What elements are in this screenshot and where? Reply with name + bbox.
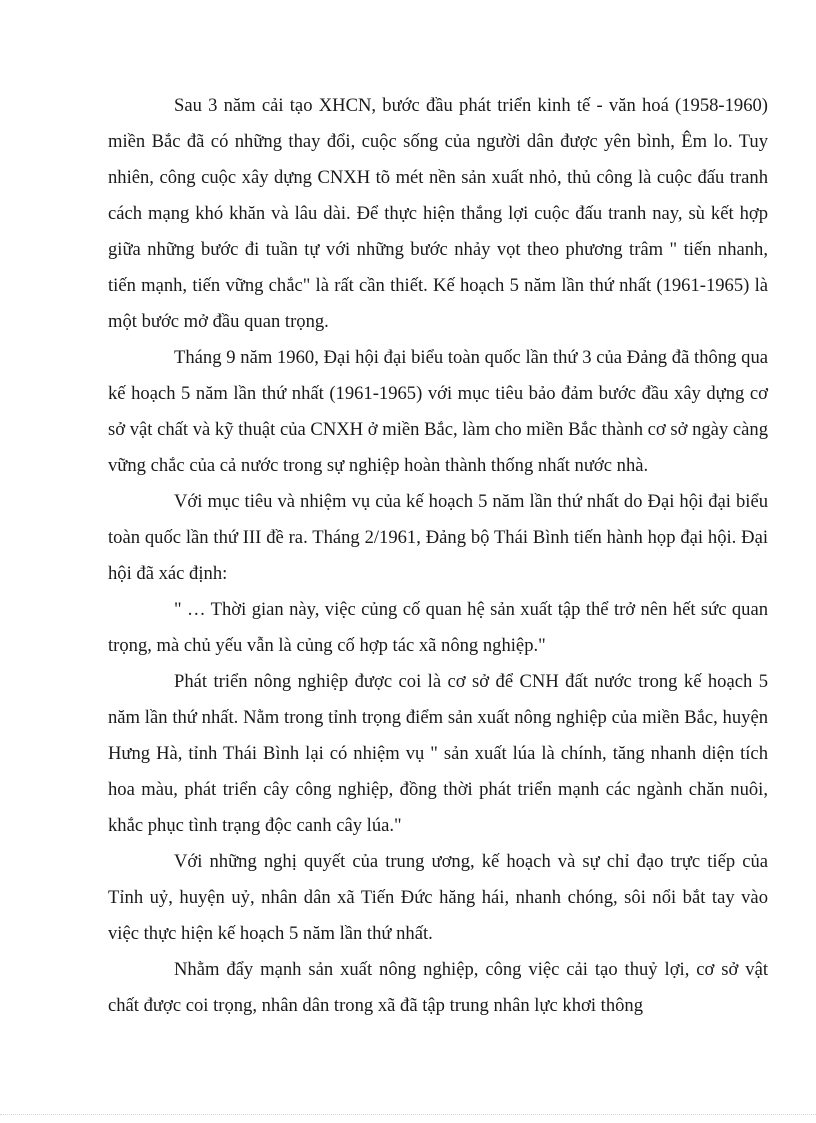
paragraph-1: Sau 3 năm cải tạo XHCN, bước đầu phát triển kinh tế - văn hoá (1958-1960) miền Bắc đã có những thay đổi, cuộc sống của người dân được yên bình, Êm lo. Tuy nhiên, công cuộc xây dựng CNXH tõ mét nền sản xuất nhỏ, thủ công là cuộc đấu tranh cách mạng khó khăn và lâu dài. Để thực hiện thắng lợi cuộc đấu tranh nay, sù kết hợp giữa những bước đi tuần tự với những bước nhảy vọt theo phương trâm " tiến nhanh, tiến mạnh, tiến vững chắc" là rất cần thiết. Kế hoạch 5 năm lần thứ nhất (1961-1965) là một bước mở đầu quan trọng. xyxy=(108,95,768,332)
document-body xyxy=(108,88,768,1024)
paragraph-3: Với mục tiêu và nhiệm vụ của kế hoạch 5 năm lần thứ nhất do Đại hội đại biểu toàn quốc lần thứ III đề ra. Tháng 2/1961, Đảng bộ Thái Bình tiến hành họp đại hội. Đại hội đã xác định: xyxy=(108,491,768,584)
paragraph-7: Nhằm đẩy mạnh sản xuất nông nghiệp, công việc cải tạo thuỷ lợi, cơ sở vật chất được coi trọng, nhân dân trong xã đã tập trung nhân lực khơi thông xyxy=(108,959,768,1016)
quote-paragraph: " … Thời gian này, việc củng cố quan hệ sản xuất tập thể trở nên hết sức quan trọng, mà chủ yếu vẫn là củng cố hợp tác xã nông nghiệp." xyxy=(108,599,768,656)
page-bottom-divider xyxy=(0,1114,816,1115)
paragraph-5: Phát triển nông nghiệp được coi là cơ sở để CNH đất nước trong kế hoạch 5 năm lần thứ nhất. Nằm trong tỉnh trọng điểm sản xuất nông nghiệp của miền Bắc, huyện Hưng Hà, tỉnh Thái Bình lại có nhiệm vụ " sản xuất lúa là chính, tăng nhanh diện tích hoa màu, phát triển cây công nghiệp, đồng thời phát triển mạnh các ngành chăn nuôi, khắc phục tình trạng độc canh cây lúa." xyxy=(108,671,768,836)
paragraph-6: Với những nghị quyết của trung ương, kế hoạch và sự chỉ đạo trực tiếp của Tỉnh uỷ, huyện uỷ, nhân dân xã Tiến Đức hăng hái, nhanh chóng, sôi nổi bắt tay vào việc thực hiện kế hoạch 5 năm lần thứ nhất. xyxy=(108,851,768,944)
paragraph-2: Tháng 9 năm 1960, Đại hội đại biểu toàn quốc lần thứ 3 của Đảng đã thông qua kế hoạch 5 năm lần thứ nhất (1961-1965) với mục tiêu bảo đảm bước đầu xây dựng cơ sở vật chất và kỹ thuật của CNXH ở miền Bắc, làm cho miền Bắc thành cơ sở ngày càng vững chắc của cả nước trong sự nghiệp hoàn thành thống nhất nước nhà. xyxy=(108,347,768,476)
